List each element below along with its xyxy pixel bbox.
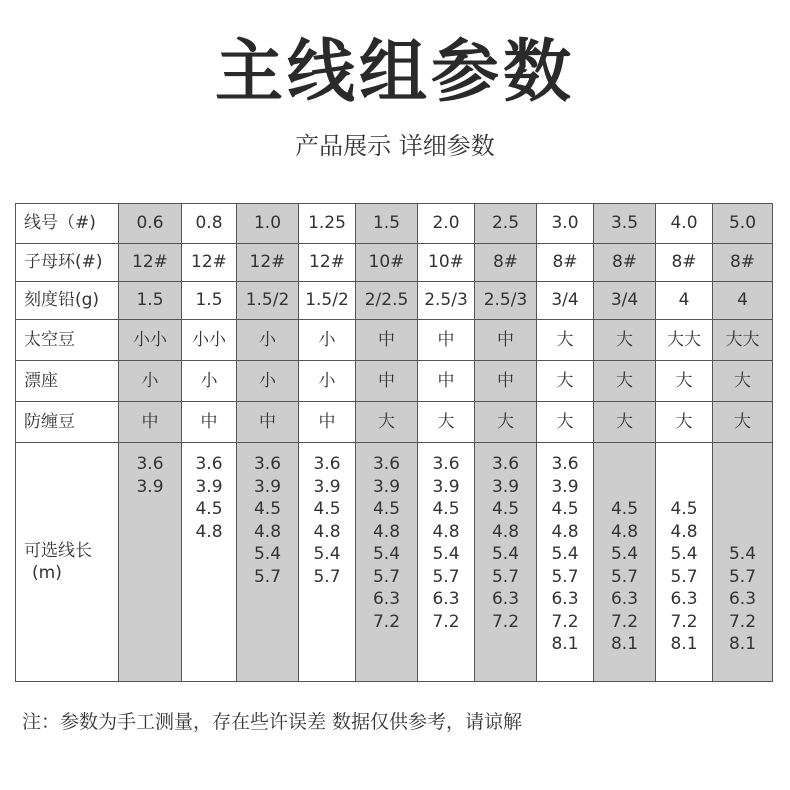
row-space-bean [16, 320, 773, 361]
length-value: 4.5 [195, 499, 223, 519]
table-cell: 大 [418, 402, 475, 443]
length-value: 5.4 [728, 544, 757, 564]
row-label-line: (m) [32, 563, 62, 583]
length-cell [237, 443, 299, 682]
length-value: 7.2 [610, 611, 639, 632]
table-cell: 8# [713, 244, 773, 282]
row-label: 防缠豆 [16, 402, 119, 443]
length-value: 4.5 [432, 499, 460, 519]
table-cell: 小 [299, 320, 356, 361]
length-value: 3.6 [491, 454, 520, 474]
length-value: 3.6 [372, 454, 401, 474]
page-title: 主线组参数 [214, 33, 575, 112]
length-value: 5.4 [253, 544, 282, 564]
table-cell: 小 [119, 361, 182, 402]
table-cell: 4 [713, 282, 773, 320]
length-value: 3.9 [491, 476, 520, 497]
length-value: 5.7 [551, 566, 579, 587]
length-value: 6.3 [432, 589, 460, 609]
length-value: 4.5 [491, 499, 520, 519]
length-value: 5.7 [313, 566, 341, 587]
length-value: 5.7 [670, 566, 698, 587]
length-cell [475, 443, 537, 682]
table-cell: 大大 [656, 320, 713, 361]
length-value: 4.5 [253, 499, 282, 519]
length-value: 4.5 [313, 499, 341, 519]
length-value: 3.9 [313, 476, 341, 497]
length-cell [656, 443, 713, 682]
length-value: 3.9 [136, 476, 164, 497]
length-value: 5.4 [670, 544, 698, 564]
table-cell: 3.5 [594, 204, 656, 244]
length-value: 4.8 [551, 521, 579, 542]
table-cell: 8# [475, 244, 537, 282]
table-cell: 大 [594, 320, 656, 361]
length-value: 3.6 [313, 454, 341, 474]
row-lead-weight [16, 282, 773, 320]
length-value: 3.9 [432, 476, 460, 497]
length-cell [713, 443, 773, 682]
table-cell: 中 [418, 320, 475, 361]
length-cell [182, 443, 237, 682]
length-value: 7.2 [372, 611, 401, 632]
length-value: 5.4 [372, 544, 401, 564]
length-value: 5.4 [432, 544, 460, 564]
table-cell: 大 [537, 402, 594, 443]
length-value: 4.8 [313, 521, 341, 542]
length-value: 6.3 [551, 589, 579, 609]
length-cell [537, 443, 594, 682]
length-value: 7.2 [432, 611, 460, 632]
table-cell: 小 [299, 361, 356, 402]
table-cell: 0.8 [182, 204, 237, 244]
length-value: 5.7 [728, 566, 757, 587]
table-cell: 中 [182, 402, 237, 443]
table-cell: 小小 [182, 320, 237, 361]
length-value: 5.7 [610, 566, 639, 587]
length-value: 7.2 [551, 611, 579, 632]
table-cell: 3/4 [537, 282, 594, 320]
table-cell: 12# [299, 244, 356, 282]
table-cell: 1.5/2 [237, 282, 299, 320]
table-cell: 中 [418, 361, 475, 402]
table-cell: 小小 [119, 320, 182, 361]
length-value: 7.2 [728, 611, 757, 632]
row-label-line: 可选线长 [24, 540, 92, 561]
table-cell: 中 [237, 402, 299, 443]
row-label: 刻度铅(g) [16, 282, 119, 320]
table-cell: 小 [237, 361, 299, 402]
length-value: 8.1 [670, 634, 698, 654]
length-value: 7.2 [670, 611, 698, 632]
length-value: 3.6 [432, 454, 460, 474]
table-cell: 大 [713, 402, 773, 443]
length-value: 6.3 [728, 589, 757, 609]
length-value: 6.3 [372, 589, 401, 609]
length-value: 4.8 [491, 521, 520, 542]
row-label: 漂座 [16, 361, 119, 402]
table-cell: 大 [475, 402, 537, 443]
table-cell: 12# [119, 244, 182, 282]
length-value: 3.9 [372, 476, 401, 497]
length-value: 5.4 [610, 544, 639, 564]
length-value: 3.9 [195, 476, 223, 497]
row-line-number [16, 204, 773, 244]
table-cell: 中 [356, 320, 418, 361]
table-cell: 8# [656, 244, 713, 282]
length-value: 5.7 [253, 566, 282, 587]
table-cell: 大 [656, 361, 713, 402]
row-float-seat [16, 361, 773, 402]
row-label [16, 443, 119, 682]
table-cell: 4 [656, 282, 713, 320]
length-value: 3.9 [253, 476, 282, 497]
table-cell: 小 [237, 320, 299, 361]
table-cell: 2.5/3 [475, 282, 537, 320]
table-cell: 1.0 [237, 204, 299, 244]
row-length [16, 443, 773, 682]
table-cell: 1.5 [356, 204, 418, 244]
table-cell: 3/4 [594, 282, 656, 320]
length-value: 4.8 [195, 521, 223, 542]
table-cell: 1.5 [182, 282, 237, 320]
length-cell [299, 443, 356, 682]
table-cell: 12# [237, 244, 299, 282]
length-value: 3.6 [195, 454, 223, 474]
table-cell: 大 [537, 361, 594, 402]
length-value: 4.5 [551, 499, 579, 519]
length-value: 4.8 [670, 521, 698, 542]
length-value: 6.3 [491, 589, 520, 609]
length-value: 5.4 [491, 544, 520, 564]
table-cell: 4.0 [656, 204, 713, 244]
table-cell: 2.5/3 [418, 282, 475, 320]
table-cell: 1.5 [119, 282, 182, 320]
table-cell: 8# [537, 244, 594, 282]
length-value: 5.4 [551, 544, 579, 564]
row-ring [16, 244, 773, 282]
length-cell [119, 443, 182, 682]
table-cell: 大 [594, 361, 656, 402]
length-value: 5.7 [491, 566, 520, 587]
table-cell: 大 [713, 361, 773, 402]
footnote: 注：参数为手工测量，存在些许误差 数据仅供参考，请谅解 [22, 711, 523, 733]
length-value: 4.8 [372, 521, 401, 542]
length-value: 3.6 [136, 454, 164, 474]
page-subtitle: 产品展示 详细参数 [295, 132, 495, 160]
length-value: 3.6 [551, 454, 579, 474]
table-cell: 大大 [713, 320, 773, 361]
length-value: 5.7 [432, 566, 460, 587]
table-cell: 中 [119, 402, 182, 443]
length-value: 4.5 [610, 499, 639, 519]
table-cell: 大 [656, 402, 713, 443]
row-label: 子母环(#) [16, 244, 119, 282]
row-anti-tangle-bean [16, 402, 773, 443]
table-cell: 中 [299, 402, 356, 443]
table-cell: 8# [594, 244, 656, 282]
table-cell: 2.0 [418, 204, 475, 244]
length-value: 4.5 [372, 499, 401, 519]
length-value: 6.3 [610, 589, 639, 609]
length-value: 6.3 [670, 589, 698, 609]
table-cell: 大 [356, 402, 418, 443]
table-cell: 中 [475, 361, 537, 402]
table-cell: 中 [475, 320, 537, 361]
table-cell: 12# [182, 244, 237, 282]
table-cell: 3.0 [537, 204, 594, 244]
table-cell: 1.5/2 [299, 282, 356, 320]
length-value: 4.8 [610, 521, 639, 542]
table-cell: 10# [356, 244, 418, 282]
table-cell: 2/2.5 [356, 282, 418, 320]
length-value: 4.8 [253, 521, 282, 542]
length-value: 8.1 [728, 634, 757, 654]
table-cell: 10# [418, 244, 475, 282]
table-cell: 0.6 [119, 204, 182, 244]
table-cell: 2.5 [475, 204, 537, 244]
length-value: 8.1 [551, 634, 579, 654]
length-value: 3.9 [551, 476, 579, 497]
table-cell: 1.25 [299, 204, 356, 244]
length-value: 3.6 [253, 454, 282, 474]
length-value: 4.8 [432, 521, 460, 542]
table-cell: 5.0 [713, 204, 773, 244]
length-cell [356, 443, 418, 682]
length-value: 7.2 [491, 611, 520, 632]
length-value: 4.5 [670, 499, 698, 519]
length-value: 8.1 [610, 634, 639, 654]
row-label: 太空豆 [16, 320, 119, 361]
table-cell: 大 [594, 402, 656, 443]
table-cell: 中 [356, 361, 418, 402]
length-value: 5.7 [372, 566, 401, 587]
table-cell: 大 [537, 320, 594, 361]
table-cell: 小 [182, 361, 237, 402]
length-cell [418, 443, 475, 682]
row-label: 线号（#) [16, 204, 119, 244]
length-cell [594, 443, 656, 682]
parameter-table [15, 203, 773, 682]
length-value: 5.4 [313, 544, 341, 564]
